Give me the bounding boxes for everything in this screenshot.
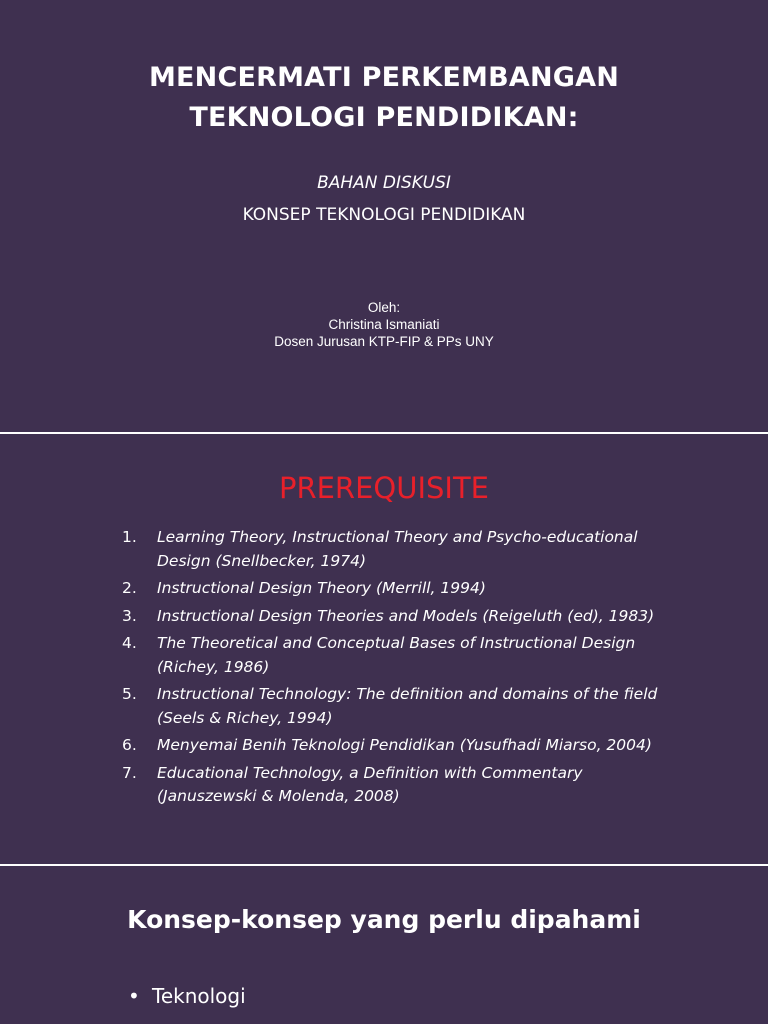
list-item: 5. Instructional Technology: The definition and domains of the field (Seels & Richey, 1994) — [122, 685, 658, 727]
subtitle-italic: BAHAN DISKUSI — [317, 173, 451, 193]
title-line-2: TEKNOLOGI PENDIDIKAN: — [189, 102, 579, 133]
slide-prerequisite — [0, 434, 768, 864]
list-item: 7. Educational Technology, a Definition with Commentary (Januszewski & Molenda, 2008) — [122, 763, 583, 805]
subtitle: KONSEP TEKNOLOGI PENDIDIKAN — [242, 205, 526, 225]
slide-title — [0, 0, 768, 432]
concepts-title: Konsep-konsep yang perlu dipahami — [127, 905, 641, 934]
list-item: 1. Learning Theory, Instructional Theory and Psycho-educational Design (Snellbecker, 1974) — [122, 528, 638, 570]
title-line-1: MENCERMATI PERKEMBANGAN — [148, 62, 620, 93]
author-label: Oleh: — [367, 300, 401, 315]
list-item: • Teknologi — [128, 984, 246, 1008]
list-item: 3. Instructional Design Theories and Models (Reigeluth (ed), 1983) — [122, 606, 655, 625]
list-item: 4. The Theoretical and Conceptual Bases of Instructional Design (Richey, 1986) — [122, 634, 636, 676]
list-item: 6. Menyemai Benih Teknologi Pendidikan (Yusufhadi Miarso, 2004) — [122, 736, 652, 754]
concepts-list — [128, 982, 246, 1010]
author-name: Christina Ismaniati — [328, 317, 440, 332]
presentation-title — [0, 58, 768, 138]
list-item: 2. Instructional Design Theory (Merrill, 1994) — [122, 579, 486, 597]
prerequisite-title: PREREQUISITE — [278, 471, 490, 505]
author-block — [0, 299, 768, 350]
author-position: Dosen Jurusan KTP-FIP & PPs UNY — [274, 334, 494, 349]
slide-concepts — [0, 866, 768, 1024]
prerequisite-list — [122, 526, 662, 813]
bullet-icon: • — [128, 984, 140, 1008]
